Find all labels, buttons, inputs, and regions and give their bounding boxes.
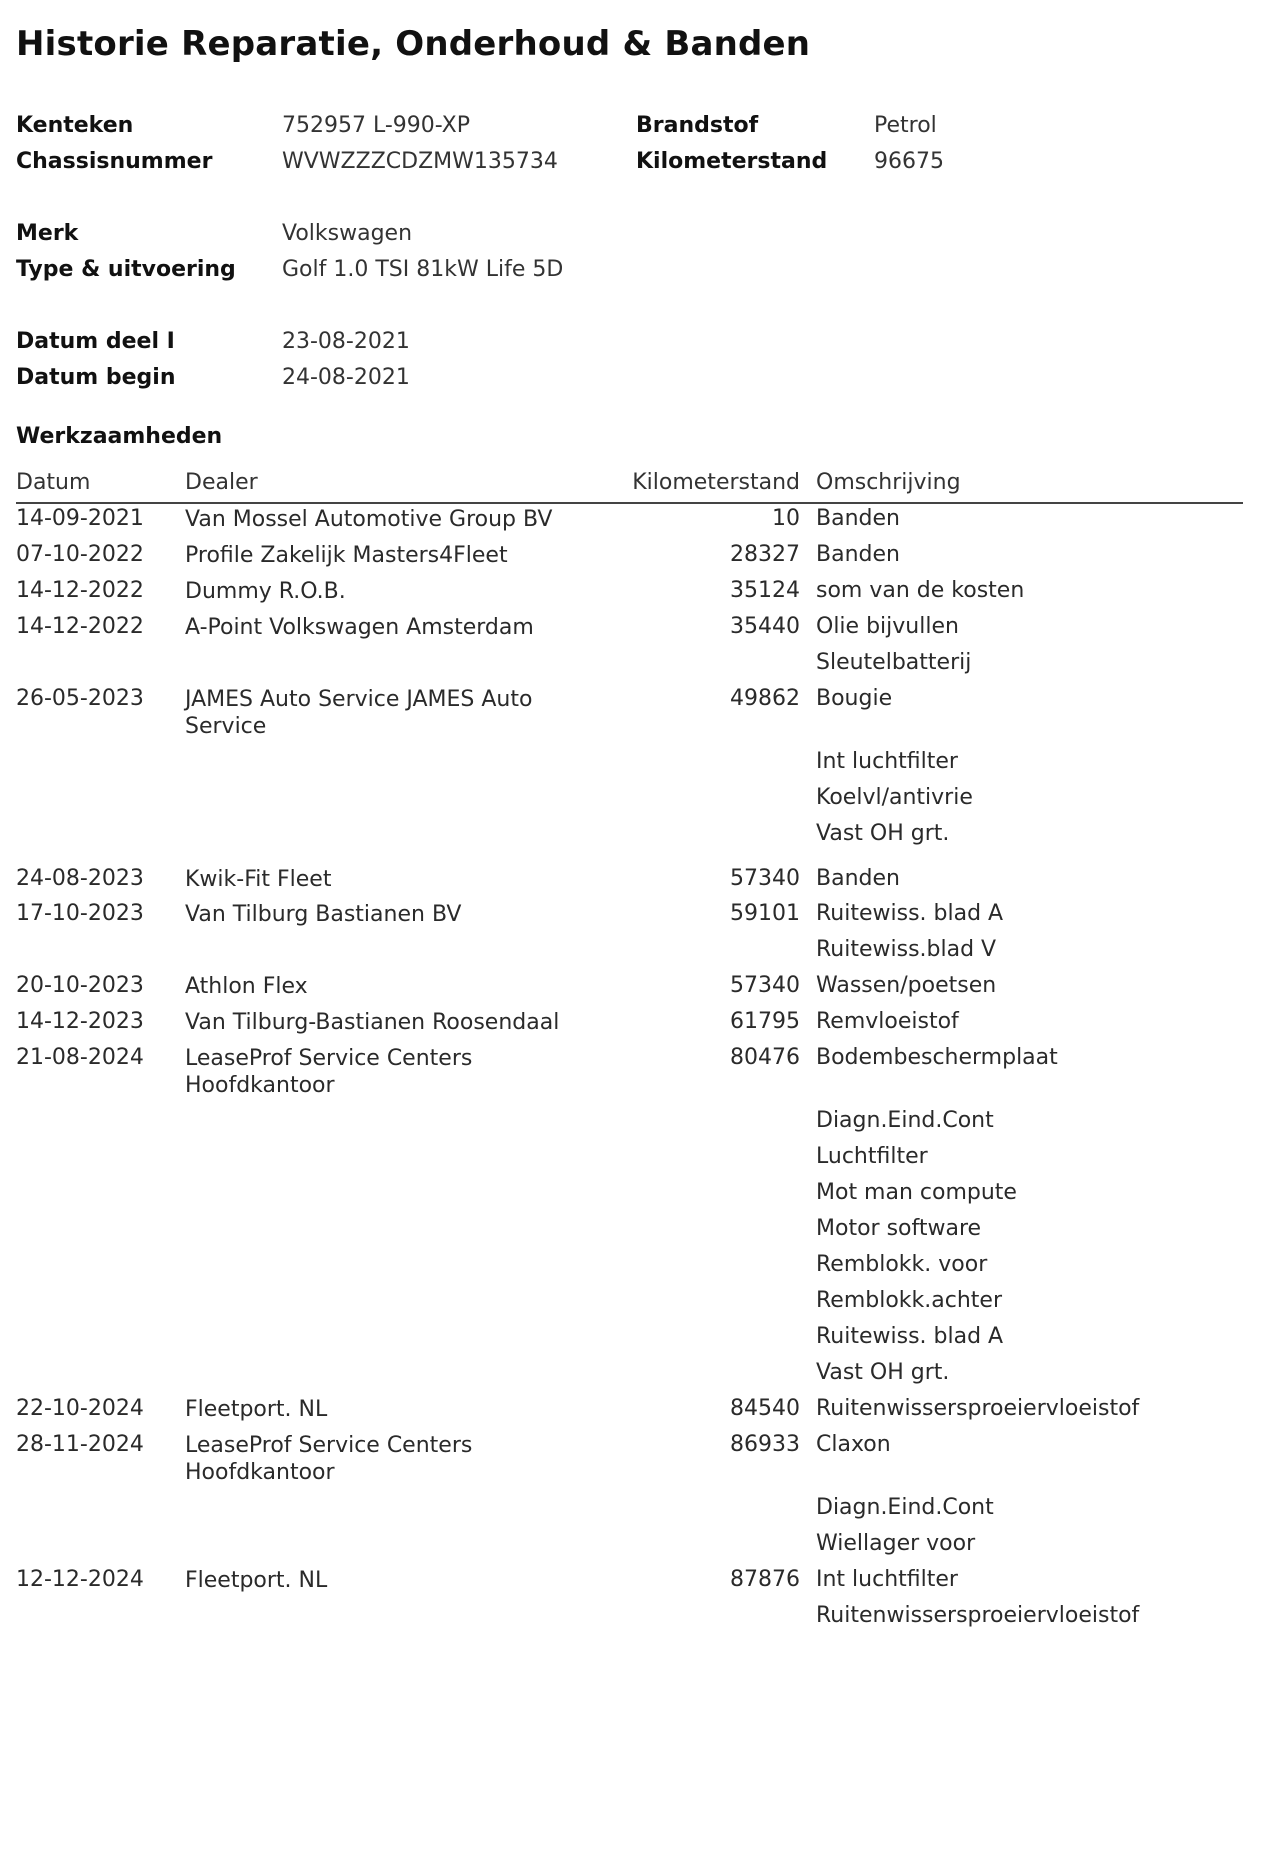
table-row <box>16 1005 1243 1041</box>
row-omschrijving: Banden <box>816 542 900 567</box>
table-row <box>16 1599 1243 1635</box>
row-date: 28-11-2024 <box>16 1432 144 1457</box>
row-kilometerstand: 35124 <box>730 578 800 603</box>
table-row <box>16 1176 1243 1212</box>
row-omschrijving: Claxon <box>816 1432 891 1457</box>
row-omschrijving: Ruitewiss. blad A <box>816 1324 1004 1349</box>
row-kilometerstand: 35440 <box>730 614 800 639</box>
table-row <box>16 646 1243 682</box>
row-date: 21-08-2024 <box>16 1045 144 1070</box>
row-omschrijving: Vast OH grt. <box>816 821 950 846</box>
vehicle-dates-block <box>16 324 636 396</box>
row-kilometerstand: 28327 <box>730 542 800 567</box>
table-row <box>16 1248 1243 1284</box>
row-dealer: LeaseProf Service Centers Hoofdkantoor <box>185 1433 473 1485</box>
row-omschrijving: Bodembeschermplaat <box>816 1045 1058 1070</box>
table-row <box>16 1284 1243 1320</box>
table-row <box>16 574 1243 610</box>
row-date: 14-09-2021 <box>16 506 144 531</box>
vehicle-fuel-block <box>636 108 1056 180</box>
merk-value: Volkswagen <box>282 221 413 246</box>
row-date: 20-10-2023 <box>16 973 144 998</box>
table-header <box>16 466 1243 504</box>
vehicle-id-block <box>16 108 636 180</box>
row-omschrijving: Wiellager voor <box>816 1531 976 1556</box>
table-row <box>16 817 1243 862</box>
row-omschrijving: Luchtfilter <box>816 1144 928 1169</box>
row-omschrijving: Diagn.Eind.Cont <box>816 1108 994 1133</box>
row-omschrijving: Ruitenwissersproeiervloeistof <box>816 1396 1140 1421</box>
table-row <box>16 1041 1243 1104</box>
row-omschrijving: Olie bijvullen <box>816 614 959 639</box>
row-date: 26-05-2023 <box>16 686 144 711</box>
row-omschrijving: Motor software <box>816 1216 982 1241</box>
row-omschrijving: Banden <box>816 506 900 531</box>
row-kilometerstand: 84540 <box>730 1396 800 1421</box>
row-omschrijving: Ruitewiss. blad A <box>816 901 1004 926</box>
row-dealer: JAMES Auto Service JAMES Auto Service <box>185 687 533 739</box>
brandstof-value: Petrol <box>874 113 937 138</box>
row-kilometerstand: 57340 <box>730 973 800 998</box>
header-dealer: Dealer <box>185 470 258 495</box>
table-row <box>16 1320 1243 1356</box>
datum-begin-value: 24-08-2021 <box>282 365 410 390</box>
row-dealer: Fleetport. NL <box>185 1568 328 1593</box>
row-date: 22-10-2024 <box>16 1396 144 1421</box>
header-omschrijving: Omschrijving <box>816 470 961 495</box>
row-kilometerstand: 80476 <box>730 1045 800 1070</box>
km-label: Kilometerstand <box>636 149 828 174</box>
row-kilometerstand: 10 <box>772 506 800 531</box>
table-row <box>16 933 1243 969</box>
row-kilometerstand: 59101 <box>730 901 800 926</box>
datum-deel-value: 23-08-2021 <box>282 329 410 354</box>
table-row <box>16 1356 1243 1392</box>
table-row <box>16 781 1243 817</box>
table-row <box>16 1428 1243 1491</box>
datum-deel-label: Datum deel I <box>16 329 175 354</box>
row-kilometerstand: 87876 <box>730 1567 800 1592</box>
row-date: 24-08-2023 <box>16 866 144 891</box>
header-kilometerstand: Kilometerstand <box>632 470 800 495</box>
row-omschrijving: Remblokk. voor <box>816 1252 988 1277</box>
row-dealer: Profile Zakelijk Masters4Fleet <box>185 543 508 568</box>
table-body <box>16 502 1243 1635</box>
row-kilometerstand: 57340 <box>730 866 800 891</box>
row-omschrijving: Remvloeistof <box>816 1009 959 1034</box>
table-row <box>16 1527 1243 1563</box>
row-dealer: Van Tilburg-Bastianen Roosendaal <box>185 1010 560 1035</box>
table-row <box>16 862 1243 897</box>
row-date: 17-10-2023 <box>16 901 144 926</box>
row-omschrijving: Banden <box>816 866 900 891</box>
row-kilometerstand: 61795 <box>730 1009 800 1034</box>
kenteken-label: Kenteken <box>16 113 134 138</box>
table-row <box>16 682 1243 745</box>
row-date: 14-12-2022 <box>16 614 144 639</box>
row-kilometerstand: 86933 <box>730 1432 800 1457</box>
page-title: Historie Reparatie, Onderhoud & Banden <box>16 24 811 64</box>
table-row <box>16 745 1243 781</box>
chassis-value: WVWZZZCDZMW135734 <box>282 149 558 174</box>
row-omschrijving: som van de kosten <box>816 578 1025 603</box>
row-omschrijving: Bougie <box>816 686 893 711</box>
table-row <box>16 610 1243 646</box>
row-dealer: Van Tilburg Bastianen BV <box>185 902 462 927</box>
vehicle-model-block <box>16 216 636 288</box>
row-omschrijving: Sleutelbatterij <box>816 650 972 675</box>
row-omschrijving: Remblokk.achter <box>816 1288 1003 1313</box>
row-dealer: Kwik-Fit Fleet <box>185 867 332 892</box>
row-omschrijving: Wassen/poetsen <box>816 973 997 998</box>
row-dealer: LeaseProf Service Centers Hoofdkantoor <box>185 1046 473 1098</box>
row-kilometerstand: 49862 <box>730 686 800 711</box>
row-dealer: Dummy R.O.B. <box>185 579 346 604</box>
table-row <box>16 969 1243 1005</box>
row-date: 07-10-2022 <box>16 542 144 567</box>
table-row <box>16 1392 1243 1428</box>
werkzaamheden-title: Werkzaamheden <box>16 424 223 449</box>
merk-label: Merk <box>16 221 79 246</box>
brandstof-label: Brandstof <box>636 113 759 138</box>
table-row <box>16 1212 1243 1248</box>
table-row <box>16 1140 1243 1176</box>
row-dealer: A-Point Volkswagen Amsterdam <box>185 615 534 640</box>
type-value: Golf 1.0 TSI 81kW Life 5D <box>282 257 564 282</box>
row-dealer: Van Mossel Automotive Group BV <box>185 507 553 532</box>
row-date: 14-12-2023 <box>16 1009 144 1034</box>
row-omschrijving: Koelvl/antivrie <box>816 785 973 810</box>
km-value: 96675 <box>874 149 944 174</box>
row-omschrijving: Diagn.Eind.Cont <box>816 1495 994 1520</box>
row-dealer: Athlon Flex <box>185 974 308 999</box>
table-row <box>16 1491 1243 1527</box>
row-dealer: Fleetport. NL <box>185 1397 328 1422</box>
table-row <box>16 1563 1243 1599</box>
row-omschrijving: Ruitewiss.blad V <box>816 937 997 962</box>
table-row <box>16 538 1243 574</box>
row-omschrijving: Int luchtfilter <box>816 749 958 774</box>
kenteken-value: 752957 L-990-XP <box>282 113 470 138</box>
type-label: Type & uitvoering <box>16 257 236 282</box>
row-date: 14-12-2022 <box>16 578 144 603</box>
header-datum: Datum <box>16 470 91 495</box>
chassis-label: Chassisnummer <box>16 149 213 174</box>
row-omschrijving: Mot man compute <box>816 1180 1017 1205</box>
row-omschrijving: Ruitenwissersproeiervloeistof <box>816 1603 1140 1628</box>
row-omschrijving: Vast OH grt. <box>816 1360 950 1385</box>
row-date: 12-12-2024 <box>16 1567 144 1592</box>
datum-begin-label: Datum begin <box>16 365 176 390</box>
table-row <box>16 1104 1243 1140</box>
row-omschrijving: Int luchtfilter <box>816 1567 958 1592</box>
table-row <box>16 897 1243 933</box>
table-row <box>16 502 1243 538</box>
